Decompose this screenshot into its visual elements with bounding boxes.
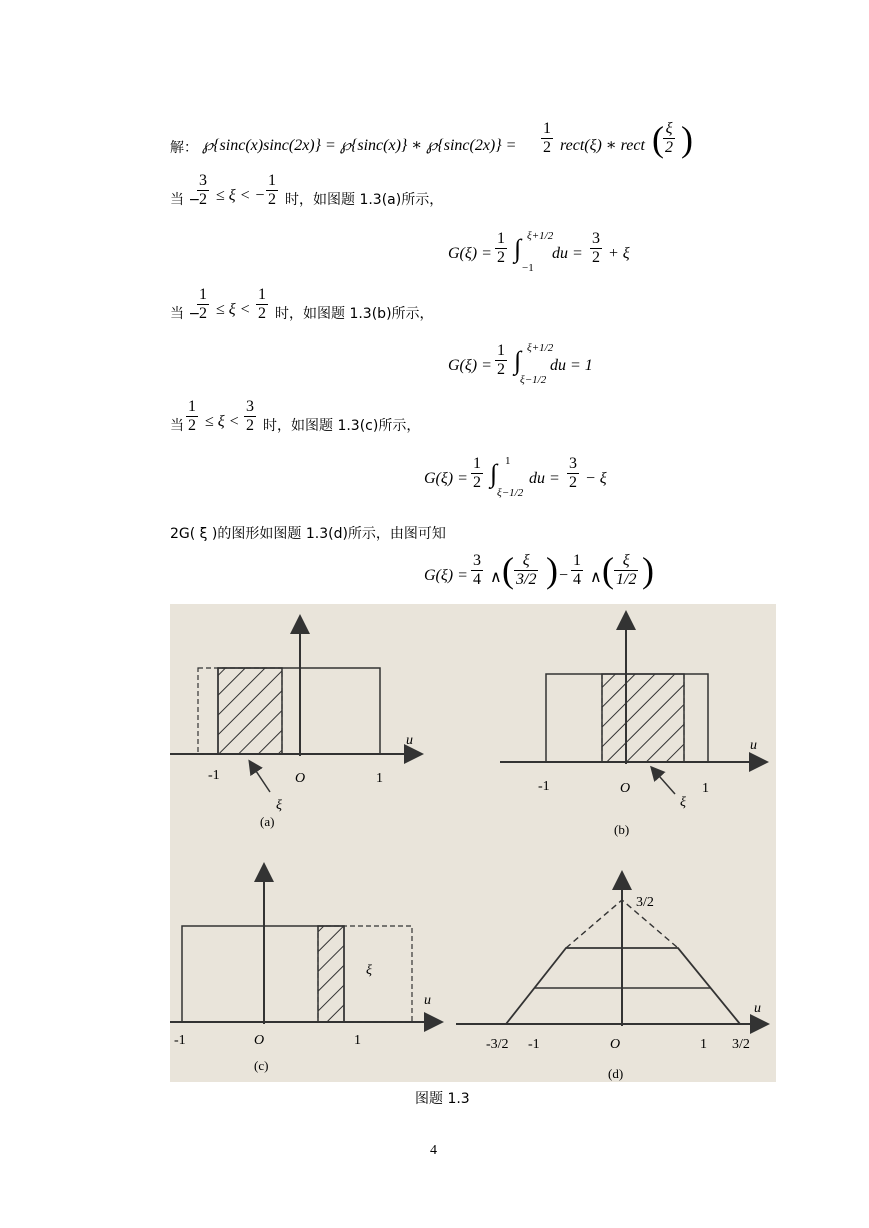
panel-b-xi-pointer bbox=[652, 768, 675, 794]
case-c-fraction-2: $\frac{3}{2}$ bbox=[246, 398, 254, 434]
case-c-inequality: ≤ ξ < bbox=[205, 413, 240, 430]
case-c-result-tail: − ξ bbox=[585, 470, 607, 487]
case-c-lower-limit: ξ−1/2 bbox=[497, 487, 524, 499]
case-a-integrand: du = bbox=[552, 245, 583, 262]
case-a-fraction-1: $\frac{3}{2}$ bbox=[199, 172, 207, 208]
case-a-fraction-2: $\frac{1}{2}$ bbox=[268, 172, 276, 208]
solution-label: 解： bbox=[170, 140, 198, 156]
panel-a-label-minus1: -1 bbox=[208, 768, 220, 783]
panel-d-label-3-2: 3/2 bbox=[732, 1037, 750, 1052]
case-a-suffix: 时，如图题 1.3(a)所示， bbox=[285, 192, 444, 208]
panel-c-label-1: 1 bbox=[354, 1033, 361, 1048]
panel-a-caption: (a) bbox=[260, 814, 275, 829]
figure-1-3 bbox=[170, 604, 776, 1082]
paren-close-1: ) bbox=[546, 550, 558, 590]
case-c-upper-limit: 1 bbox=[505, 455, 511, 467]
case-a-upper-limit: ξ+1/2 bbox=[527, 230, 554, 242]
panel-b-label-u: u bbox=[750, 738, 757, 753]
panel-b-label-1: 1 bbox=[702, 781, 709, 796]
panel-a-xi-pointer bbox=[250, 762, 270, 792]
case-b-integrand: du = 1 bbox=[550, 357, 593, 374]
case-c-integrand: du = bbox=[529, 470, 560, 487]
case-c-result-fraction: $\frac{3}{2}$ bbox=[569, 455, 577, 491]
panel-b-caption: (b) bbox=[614, 822, 630, 837]
case-b-lower-limit: ξ−1/2 bbox=[520, 374, 547, 386]
panel-c-label-minus1: -1 bbox=[174, 1033, 186, 1048]
case-a-result-fraction: $\frac{3}{2}$ bbox=[592, 230, 600, 266]
case-c-lhs: G(ξ) = bbox=[424, 470, 468, 487]
rect-expression: rect(ξ) ∗ rect bbox=[560, 137, 645, 154]
case-c-prefix: 当 bbox=[170, 418, 184, 434]
case-a-integral-sign: ∫ bbox=[514, 234, 522, 263]
case-d-coef-2: $\frac{1}{4}$ bbox=[573, 552, 581, 588]
figure-svg bbox=[170, 604, 776, 1082]
panel-d-label-minus1: -1 bbox=[528, 1037, 540, 1052]
minus-sign: − bbox=[559, 567, 569, 584]
case-b-inequality: ≤ ξ < bbox=[216, 301, 251, 318]
panel-d bbox=[456, 874, 766, 1081]
panel-c bbox=[170, 866, 440, 1073]
panel-d-label-1: 1 bbox=[700, 1037, 707, 1052]
panel-d-label-origin: O bbox=[610, 1037, 621, 1052]
case-c-integral-sign: ∫ bbox=[490, 459, 498, 488]
panel-b-label-minus1: -1 bbox=[538, 779, 550, 794]
case-b-fraction-1: $\frac{1}{2}$ bbox=[199, 286, 207, 322]
triangle-operator-1: ∧ bbox=[490, 569, 502, 586]
panel-d-label-peak: 3/2 bbox=[636, 895, 654, 910]
paren-open-1: ( bbox=[502, 550, 514, 590]
left-paren: ( bbox=[652, 119, 664, 159]
case-a-inequality: ≤ ξ < − bbox=[216, 187, 266, 204]
panel-b bbox=[500, 614, 765, 837]
paren-close-2: ) bbox=[642, 550, 654, 590]
case-a-lower-limit: −1 bbox=[522, 262, 534, 274]
case-a-result-tail: + ξ bbox=[608, 245, 630, 262]
case-d-arg-1: $\frac{\xi}{3/2}$ bbox=[516, 552, 537, 588]
case-b-upper-limit: ξ+1/2 bbox=[527, 342, 554, 354]
panel-b-overlap bbox=[602, 674, 684, 762]
case-d-coef-1: $\frac{3}{4}$ bbox=[473, 552, 481, 588]
panel-c-label-xi: ξ bbox=[366, 963, 372, 978]
figure-caption: 图题 1.3 bbox=[415, 1091, 470, 1107]
case-c-fraction-1: $\frac{1}{2}$ bbox=[188, 398, 196, 434]
case-b-lhs: G(ξ) = bbox=[448, 357, 492, 374]
panel-d-caption: (d) bbox=[608, 1066, 624, 1081]
rect-argument: $\frac{\xi}{2}$ bbox=[665, 120, 673, 156]
panel-a-label-1: 1 bbox=[376, 771, 383, 786]
panel-a-label-xi: ξ bbox=[276, 798, 282, 813]
panel-a-label-origin: O bbox=[295, 771, 306, 786]
triangle-operator-2: ∧ bbox=[590, 569, 602, 586]
panel-c-label-u: u bbox=[424, 993, 431, 1008]
case-b-half: $\frac{1}{2}$ bbox=[497, 342, 505, 378]
case-b-fraction-2: $\frac{1}{2}$ bbox=[258, 286, 266, 322]
panel-a-overlap bbox=[218, 668, 282, 754]
panel-b-label-xi: ξ bbox=[680, 795, 686, 810]
case-a-lhs: G(ξ) = bbox=[448, 245, 492, 262]
panel-c-overlap bbox=[318, 926, 344, 1022]
case-d-lhs: G(ξ) = bbox=[424, 567, 468, 584]
panel-c-label-origin: O bbox=[254, 1033, 265, 1048]
case-a-half: $\frac{1}{2}$ bbox=[497, 230, 505, 266]
panel-d-label-u: u bbox=[754, 1001, 761, 1016]
panel-d-label-minus3-2: -3/2 bbox=[486, 1037, 509, 1052]
case-b-prefix: 当 − bbox=[170, 306, 201, 322]
case-b-integral-sign: ∫ bbox=[514, 346, 522, 375]
case-c-half: $\frac{1}{2}$ bbox=[473, 455, 481, 491]
case-b-suffix: 时，如图题 1.3(b)所示， bbox=[275, 306, 434, 322]
case-a-prefix: 当 − bbox=[170, 192, 201, 208]
right-paren: ) bbox=[681, 119, 693, 159]
page-number: 4 bbox=[430, 1143, 437, 1158]
panel-a-label-u: u bbox=[406, 733, 413, 748]
transform-expression: ℘{sinc(x)sinc(2x)} = ℘{sinc(x)} ∗ ℘{sinc(2x)} = bbox=[202, 137, 517, 154]
paren-open-2: ( bbox=[602, 550, 614, 590]
case-d-text: 2G( ξ )的图形如图题 1.3(d)所示，由图可知 bbox=[170, 526, 446, 542]
case-c-suffix: 时，如图题 1.3(c)所示， bbox=[263, 418, 421, 434]
fraction-half: $\frac{1}{2}$ bbox=[543, 120, 551, 156]
panel-a bbox=[170, 618, 420, 829]
case-d-arg-2: $\frac{\xi}{1/2}$ bbox=[616, 552, 637, 588]
panel-b-label-origin: O bbox=[620, 781, 631, 796]
panel-c-caption: (c) bbox=[254, 1058, 269, 1073]
